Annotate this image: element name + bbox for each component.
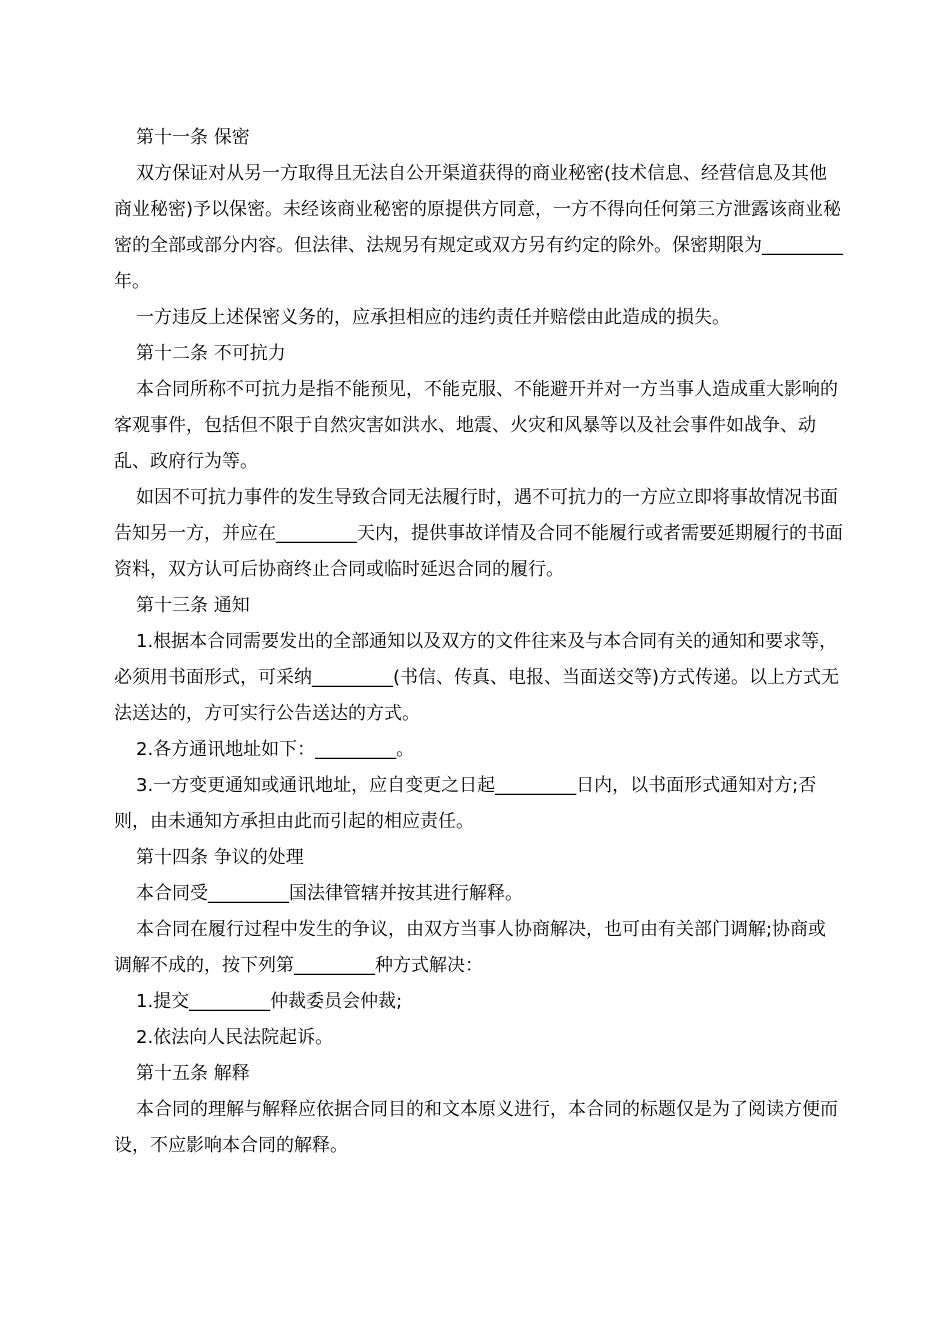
paragraph: 双方保证对从另一方取得且无法自公开渠道获得的商业秘密(技术信息、经营信息及其他商业秘密)予以保密。未经该商业秘密的原提供方同意，一方不得向任何第三方泄露该商业秘密的全部或部分内容。但法律、法规另有规定或双方另有约定的除外。保密期限为_________年。 — [114, 163, 843, 292]
document-body — [114, 120, 844, 1164]
section-heading-11: 第十一条 保密 — [136, 127, 250, 148]
paragraph: 本合同在履行过程中发生的争议，由双方当事人协商解决，也可由有关部门调解;协商或调解不成的，按下列第_________种方式解决： — [114, 919, 827, 976]
paragraph: 本合同的理解与解释应依据合同目的和文本原义进行，本合同的标题仅是为了阅读方便而设，不应影响本合同的解释。 — [114, 1099, 838, 1156]
paragraph: 1.根据本合同需要发出的全部通知以及双方的文件往来及与本合同有关的通知和要求等，必须用书面形式，可采纳_________(书信、传真、电报、当面送交等)方式传递。以上方式无法送达的，方可实行公告送达的方式。 — [114, 631, 840, 724]
paragraph: 如因不可抗力事件的发生导致合同无法履行时，遇不可抗力的一方应立即将事故情况书面告知另一方，并应在_________天内，提供事故详情及合同不能履行或者需要延期履行的书面资料，双方认可后协商终止合同或临时延迟合同的履行。 — [114, 487, 843, 580]
paragraph: 本合同所称不可抗力是指不能预见，不能克服、不能避开并对一方当事人造成重大影响的客观事件，包括但不限于自然灾害如洪水、地震、火灾和风暴等以及社会事件如战争、动乱、政府行为等。 — [114, 379, 838, 472]
paragraph: 2.各方通讯地址如下：_________。 — [136, 739, 415, 760]
paragraph: 一方违反上述保密义务的，应承担相应的违约责任并赔偿由此造成的损失。 — [136, 307, 730, 328]
section-heading-15: 第十五条 解释 — [136, 1063, 250, 1084]
paragraph: 2.依法向人民法院起诉。 — [136, 1027, 334, 1048]
paragraph: 3.一方变更通知或通讯地址，应自变更之日起_________日内，以书面形式通知对方;否则，由未通知方承担由此而引起的相应责任。 — [114, 775, 817, 832]
section-heading-13: 第十三条 通知 — [136, 595, 250, 616]
paragraph: 本合同受_________国法律管辖并按其进行解释。 — [136, 883, 523, 904]
paragraph: 1.提交_________仲裁委员会仲裁; — [136, 991, 403, 1012]
section-heading-12: 第十二条 不可抗力 — [136, 343, 286, 364]
section-heading-14: 第十四条 争议的处理 — [136, 847, 304, 868]
